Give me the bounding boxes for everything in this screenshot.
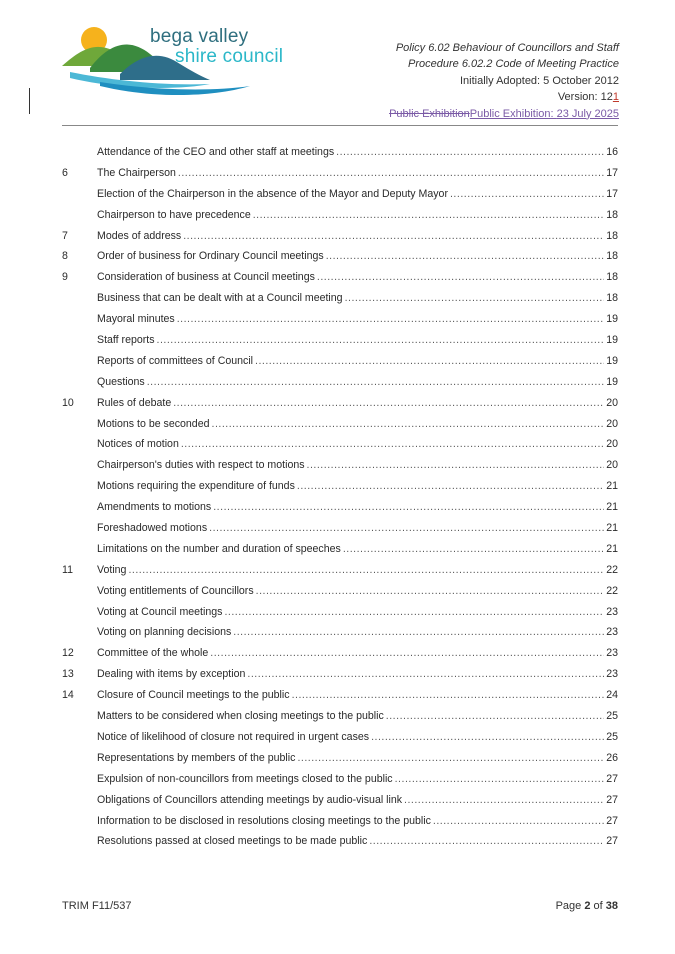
- toc-entry-page: 23: [606, 668, 618, 681]
- toc-entry-page: 16: [606, 146, 618, 158]
- toc-entry-title: Resolutions passed at closed meetings to be made public: [97, 835, 368, 848]
- toc-entry[interactable]: [62, 250, 618, 271]
- toc-entry[interactable]: [62, 689, 618, 710]
- toc-entry[interactable]: [62, 626, 618, 647]
- toc-dot-leader: [178, 167, 604, 179]
- toc-entry[interactable]: [62, 334, 618, 355]
- toc-dot-leader: [369, 835, 604, 847]
- toc-entry[interactable]: [62, 773, 618, 794]
- toc-entry[interactable]: [62, 209, 618, 230]
- toc-entry-number: 8: [62, 250, 68, 263]
- toc-entry-title: Committee of the whole: [97, 647, 209, 660]
- toc-entry-page: 20: [606, 438, 618, 451]
- toc-entry-page: 25: [606, 710, 618, 723]
- toc-entry-page: 27: [606, 814, 618, 827]
- adopted-date: Initially Adopted: 5 October 2012: [460, 74, 619, 87]
- trim-reference: TRIM F11/537: [62, 900, 132, 912]
- toc-entry-title: Chairperson to have precedence: [97, 208, 251, 221]
- toc-entry-number: 7: [62, 229, 68, 242]
- toc-dot-leader: [212, 418, 605, 430]
- toc-dot-leader: [147, 376, 605, 388]
- toc-entry-page: 19: [606, 313, 618, 326]
- document-header: [389, 40, 619, 122]
- toc-entry-page: 24: [606, 689, 618, 702]
- page-label: Page: [555, 900, 585, 912]
- of-label: of: [590, 900, 606, 912]
- logo-text-line1: bega valley: [150, 26, 249, 47]
- toc-entry-title: Chairperson's duties with respect to motions: [97, 459, 305, 472]
- toc-entry-number: 9: [62, 271, 68, 284]
- toc-dot-leader: [395, 773, 605, 785]
- toc-entry-title: Voting: [97, 563, 127, 576]
- toc-dot-leader: [209, 522, 604, 534]
- toc-dot-leader: [433, 815, 604, 827]
- toc-entry-page: 19: [606, 375, 618, 388]
- version-line: [389, 89, 619, 105]
- toc-entry-title: Staff reports: [97, 334, 155, 347]
- toc-entry-title: Voting on planning decisions: [97, 626, 232, 639]
- toc-entry-page: 17: [606, 166, 618, 179]
- toc-entry-title: Obligations of Councillors attending meetings by audio-visual link: [97, 793, 403, 806]
- toc-entry-page: 27: [606, 835, 618, 848]
- toc-entry-title: Mayoral minutes: [97, 313, 175, 326]
- exhibition-inserted-text: Public Exhibition:: [469, 107, 557, 120]
- toc-entry[interactable]: [62, 146, 618, 167]
- toc-entry[interactable]: [62, 543, 618, 564]
- toc-entry-page: 20: [606, 396, 618, 409]
- toc-entry-page: 25: [606, 730, 618, 743]
- toc-dot-leader: [336, 146, 604, 158]
- exhibition-deleted-text: Public Exhibition: [389, 107, 470, 120]
- toc-entry-title: Foreshadowed motions: [97, 522, 208, 535]
- toc-entry-page: 19: [606, 334, 618, 347]
- toc-dot-leader: [177, 313, 604, 325]
- toc-dot-leader: [343, 543, 604, 555]
- toc-entry-title: Amendments to motions: [97, 501, 212, 514]
- procedure-title: Procedure 6.02.2 Code of Meeting Practice: [408, 58, 619, 71]
- total-pages: 38: [605, 900, 618, 912]
- toc-entry-page: 23: [606, 605, 618, 618]
- version-label: Version: 12: [557, 91, 613, 104]
- toc-entry-page: 18: [606, 271, 618, 284]
- toc-dot-leader: [371, 731, 604, 743]
- toc-entry-title: Voting entitlements of Councillors: [97, 584, 254, 597]
- toc-dot-leader: [224, 606, 604, 618]
- toc-entry[interactable]: [62, 752, 618, 773]
- toc-dot-leader: [292, 689, 605, 701]
- toc-dot-leader: [183, 230, 604, 242]
- toc-entry-page: 18: [606, 250, 618, 263]
- toc-entry[interactable]: [62, 501, 618, 522]
- toc-entry-page: 20: [606, 417, 618, 430]
- toc-entry[interactable]: [62, 480, 618, 501]
- toc-dot-leader: [233, 626, 604, 638]
- toc-entry-page: 22: [606, 584, 618, 597]
- toc-dot-leader: [255, 355, 604, 367]
- toc-entry[interactable]: [62, 271, 618, 292]
- toc-entry-title: Attendance of the CEO and other staff at meetings: [97, 146, 335, 158]
- header-divider: [62, 125, 618, 126]
- toc-entry[interactable]: [62, 230, 618, 251]
- toc-entry-page: 21: [606, 522, 618, 535]
- toc-entry-title: Business that can be dealt with at a Council meeting: [97, 292, 343, 305]
- toc-entry-page: 27: [606, 793, 618, 806]
- toc-entry-title: Limitations on the number and duration of speeches: [97, 542, 341, 555]
- change-bar: [29, 88, 30, 114]
- toc-entry-title: Voting at Council meetings: [97, 605, 223, 618]
- toc-dot-leader: [345, 292, 605, 304]
- exhibition-date: 23 July 2025: [556, 107, 619, 120]
- toc-entry-title: Expulsion of non-councillors from meetings closed to the public: [97, 772, 393, 785]
- toc-dot-leader: [181, 438, 604, 450]
- policy-title: Policy 6.02 Behaviour of Councillors and Staff: [395, 42, 619, 54]
- toc-entry[interactable]: [62, 710, 618, 731]
- toc-dot-leader: [247, 668, 604, 680]
- toc-entry-page: 23: [606, 626, 618, 639]
- toc-entry-title: Information to be disclosed in resolutions closing meetings to the public: [97, 814, 431, 827]
- toc-entry-title: Modes of address: [97, 229, 182, 242]
- toc-entry-number: 10: [62, 396, 74, 409]
- toc-entry[interactable]: [62, 522, 618, 543]
- toc-dot-leader: [157, 334, 605, 346]
- version-revision: 1: [612, 91, 619, 104]
- toc-entry-page: 21: [606, 501, 618, 514]
- toc-entry[interactable]: [62, 397, 618, 418]
- toc-entry-title: Notice of likelihood of closure not required in urgent cases: [97, 730, 370, 743]
- toc-entry[interactable]: [62, 459, 618, 480]
- toc-entry-page: 26: [606, 751, 618, 764]
- toc-entry[interactable]: [62, 647, 618, 668]
- toc-entry-title: Representations by members of the public: [97, 751, 296, 764]
- toc-entry-page: 21: [606, 480, 618, 493]
- toc-entry[interactable]: [62, 815, 618, 836]
- toc-dot-leader: [253, 209, 604, 221]
- toc-dot-leader: [297, 752, 604, 764]
- toc-entry[interactable]: [62, 292, 618, 313]
- toc-entry-page: 22: [606, 563, 618, 576]
- toc-entry-title: Closure of Council meetings to the public: [97, 689, 290, 702]
- toc-entry-title: Motions requiring the expenditure of funds: [97, 480, 295, 493]
- toc-entry-page: 20: [606, 459, 618, 472]
- toc-dot-leader: [213, 501, 604, 513]
- toc-entry-page: 19: [606, 354, 618, 367]
- page-number: [556, 900, 618, 912]
- toc-entry-title: Election of the Chairperson in the absence of the Mayor and Deputy Mayor: [97, 187, 448, 200]
- toc-entry-page: 18: [606, 229, 618, 242]
- toc-dot-leader: [128, 564, 604, 576]
- toc-entry[interactable]: [62, 564, 618, 585]
- toc-entry-number: 6: [62, 166, 68, 179]
- toc-dot-leader: [450, 188, 604, 200]
- toc-entry[interactable]: [62, 167, 618, 188]
- toc-dot-leader: [173, 397, 604, 409]
- toc-entry-number: 11: [62, 563, 73, 576]
- toc-entry[interactable]: [62, 835, 618, 856]
- toc-entry[interactable]: [62, 313, 618, 334]
- toc-entry-page: 17: [606, 187, 618, 200]
- toc-entry-number: 14: [62, 689, 74, 702]
- toc-entry-title: Dealing with items by exception: [97, 668, 246, 681]
- toc-dot-leader: [297, 480, 604, 492]
- toc-entry-page: 18: [606, 292, 618, 305]
- toc-entry-title: Matters to be considered when closing meetings to the public: [97, 710, 384, 723]
- toc-entry[interactable]: [62, 794, 618, 815]
- toc-entry[interactable]: [62, 585, 618, 606]
- toc-dot-leader: [386, 710, 604, 722]
- toc-entry-number: 13: [62, 668, 74, 681]
- table-of-contents: [62, 146, 618, 856]
- toc-entry-title: Motions to be seconded: [97, 417, 210, 430]
- exhibition-line: [389, 106, 619, 122]
- toc-dot-leader: [404, 794, 604, 806]
- logo-text-line2: shire council: [175, 46, 284, 67]
- toc-entry-title: Order of business for Ordinary Council meetings: [97, 250, 324, 263]
- toc-entry-page: 21: [606, 542, 618, 555]
- toc-entry-page: 27: [606, 772, 618, 785]
- current-page: 2: [584, 900, 591, 912]
- toc-dot-leader: [210, 647, 604, 659]
- toc-entry-page: 18: [606, 208, 618, 221]
- toc-entry[interactable]: [62, 355, 618, 376]
- toc-entry-page: 23: [606, 647, 618, 660]
- toc-entry-number: 12: [62, 647, 74, 660]
- toc-entry[interactable]: [62, 418, 618, 439]
- toc-entry[interactable]: [62, 668, 618, 689]
- toc-entry-title: Consideration of business at Council meetings: [97, 271, 315, 284]
- toc-entry[interactable]: [62, 188, 618, 209]
- toc-dot-leader: [326, 250, 605, 262]
- toc-entry[interactable]: [62, 606, 618, 627]
- toc-entry-title: Rules of debate: [97, 396, 172, 409]
- toc-entry-title: The Chairperson: [97, 166, 176, 179]
- toc-entry-title: Reports of committees of Council: [97, 354, 254, 367]
- toc-entry[interactable]: [62, 376, 618, 397]
- toc-dot-leader: [307, 459, 605, 471]
- toc-entry-title: Questions: [97, 375, 145, 388]
- toc-entry[interactable]: [62, 731, 618, 752]
- toc-entry-title: Notices of motion: [97, 438, 179, 451]
- toc-entry[interactable]: [62, 438, 618, 459]
- toc-dot-leader: [317, 271, 604, 283]
- toc-dot-leader: [256, 585, 605, 597]
